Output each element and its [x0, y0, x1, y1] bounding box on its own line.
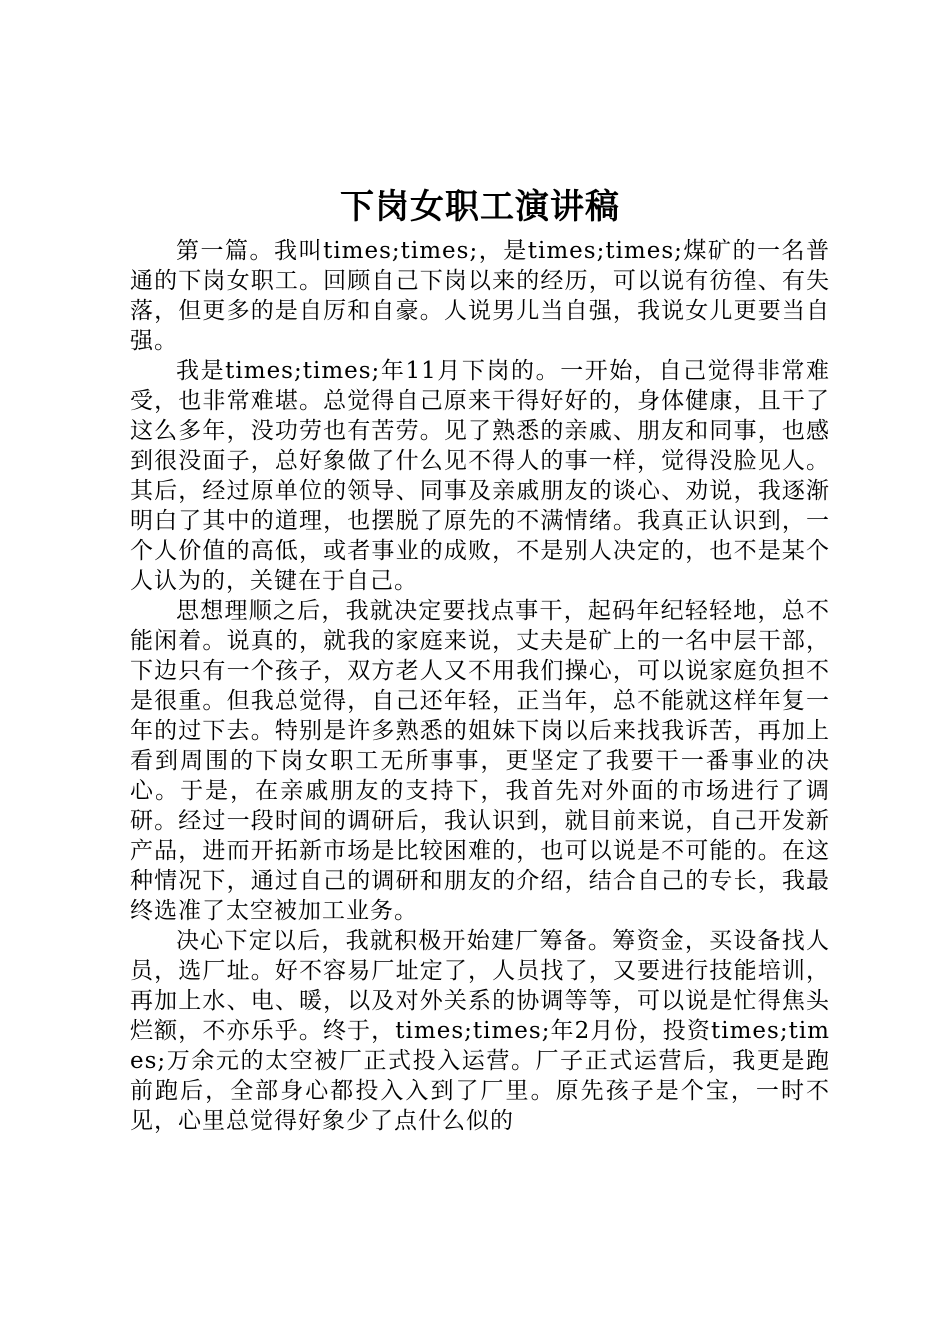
paragraph-3: 思想理顺之后，我就决定要找点事干，起码年纪轻轻地，总不能闲着。说真的，就我的家庭来说，丈夫是矿上的一名中层干部，下边只有一个孩子，双方老人又不用我们操心，可以说家庭负担不是很重。但我总觉得，自己还年轻，正当年，总不能就这样年复一年的过下去。特别是许多熟悉的姐妹下岗以后来找我诉苦，再加上看到周围的下岗女职工无所事事，更坚定了我要干一番事业的决心。于是，在亲戚朋友的支持下，我首先对外面的市场进行了调研。经过一段时间的调研后，我认识到，就目前来说，自己开发新产品，进而开拓新市场是比较困难的，也可以说是不可能的。在这种情况下，通过自己的调研和朋友的介绍，结合自己的专长，我最终选准了太空被加工业务。 [130, 598, 830, 924]
paragraph-1: 第一篇。我叫times;times;，是times;times;煤矿的一名普通的下岗女职工。回顾自己下岗以来的经历，可以说有彷徨、有失落，但更多的是自厉和自豪。人说男儿当自强，我说女儿更要当自强。 [130, 238, 830, 354]
document-title: 下岗女职工演讲稿 [340, 187, 620, 227]
paragraph-4: 决心下定以后，我就积极开始建厂筹备。筹资金，买设备找人员，选厂址。好不容易厂址定了，人员找了，又要进行技能培训，再加上水、电、暖，以及对外关系的协调等等，可以说是忙得焦头烂额，不亦乐乎。终于，times;times;年2月份，投资times;times;万余元的太空被厂正式投入运营。厂子正式运营后，我更是跑前跑后，全部身心都投入入到了厂里。原先孩子是个宝，一时不见，心里总觉得好象少了点什么似的 [130, 928, 830, 1134]
document-page [130, 178, 830, 1136]
paragraph-2: 我是times;times;年11月下岗的。一开始，自己觉得非常难受，也非常难堪。总觉得自己原来干得好好的，身体健康，且干了这么多年，没功劳也有苦劳。见了熟悉的亲戚、朋友和同事，也感到很没面子，总好象做了什么见不得人的事一样，觉得没脸见人。其后，经过原单位的领导、同事及亲戚朋友的谈心、劝说，我逐渐明白了其中的道理，也摆脱了原先的不满情绪。我真正认识到，一个人价值的高低，或者事业的成败，不是别人决定的，也不是某个人认为的，关键在于自己。 [130, 358, 830, 594]
